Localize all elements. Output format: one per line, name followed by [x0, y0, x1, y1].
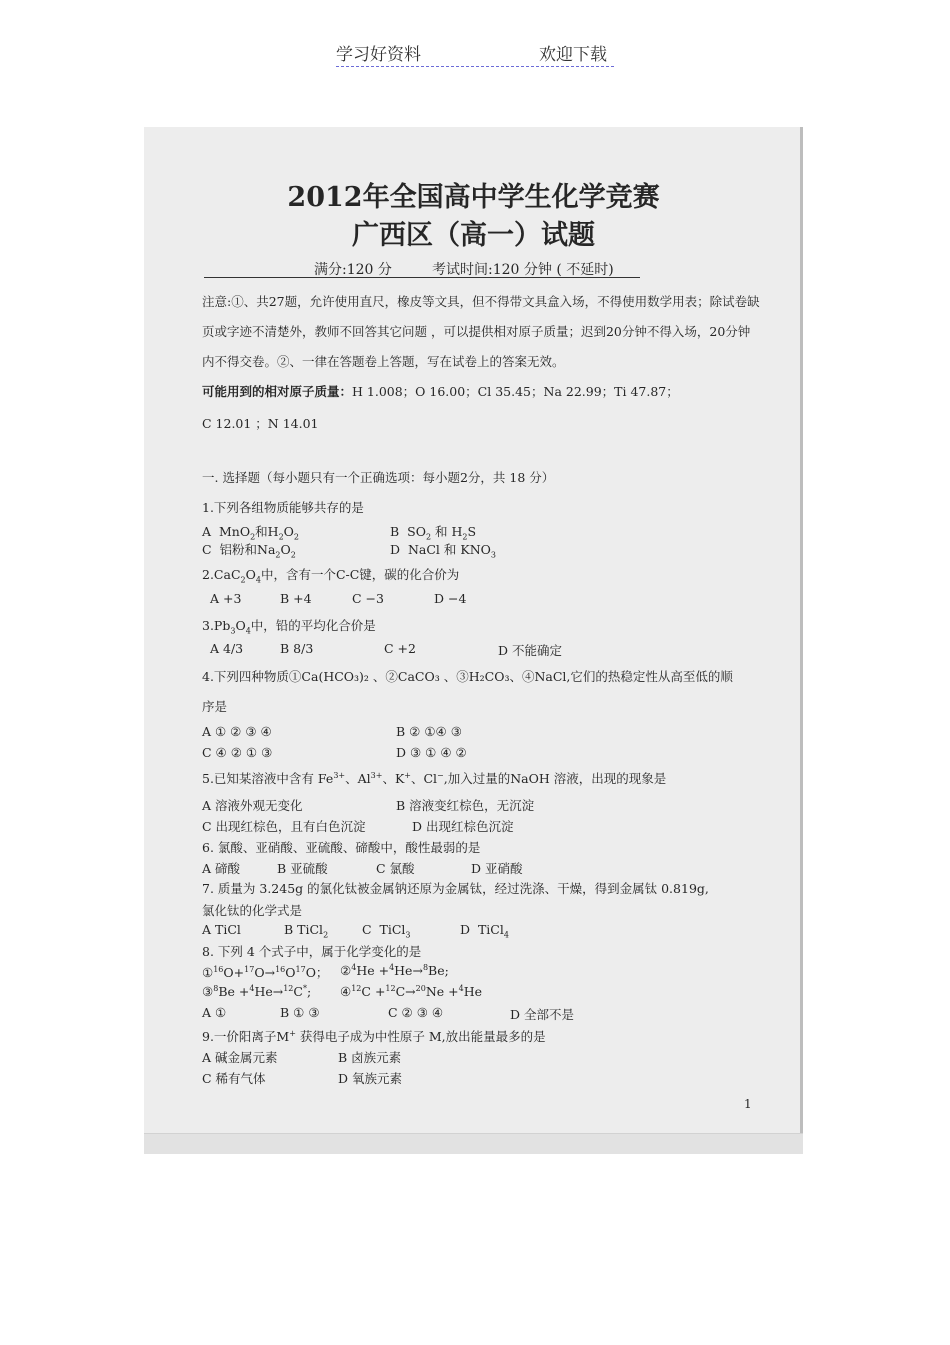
- header-right-text: 欢迎下载: [539, 45, 607, 65]
- atomic-mass-values-1: H 1.008；O 16.00；Cl 35.45；Na 22.99；Ti 47.87；: [352, 384, 679, 399]
- q4-option-d: D ③ ① ④ ②: [396, 745, 467, 760]
- question-7-line1: 7. 质量为 3.245g 的氯化钛被金属钠还原为金属钛，经过洗涤、干燥，得到金属钛 0.819g,: [202, 881, 709, 896]
- q1-option-d: D NaCl 和 $KNO_3$: [390, 542, 496, 560]
- question-5: 5.已知某溶液中含有 $Fe^{3+}$、$Al^{3+}$、K+、Cl−,加入过量的NaOH 溶液，出现的现象是: [202, 770, 667, 786]
- q5-option-c: C 出现红棕色，且有白色沉淀: [202, 819, 366, 834]
- q1-option-c: C 铝粉和$Na_2O_2$: [202, 542, 296, 560]
- q6-option-b: B 亚硫酸: [277, 861, 328, 876]
- question-6: 6. 氯酸、亚硝酸、亚硫酸、碲酸中，酸性最弱的是: [202, 840, 481, 855]
- question-8: 8. 下列 4 个式子中，属于化学变化的是: [202, 944, 422, 959]
- q6-option-a: A 碲酸: [202, 861, 241, 876]
- q9-option-b: B 卤族元素: [338, 1050, 402, 1065]
- question-5-head: 5.已知某溶液中含有: [202, 771, 314, 786]
- q2-option-d: D −4: [434, 591, 467, 606]
- atomic-mass-line1: [202, 382, 679, 400]
- q8-equation-4: ④$^{12}$C +$^{12}$C→$^{20}$Ne +$^4$He: [340, 984, 483, 1000]
- exam-title-line2: 广西区（高一）试题: [352, 220, 595, 251]
- q3-option-b: B 8/3: [280, 641, 314, 656]
- q8-option-b: B ① ③: [280, 1005, 320, 1020]
- question-5-tail: 加入过量的NaOH 溶液，出现的现象是: [447, 771, 667, 786]
- exam-notice: 注意:①、共27题，允许使用直尺，橡皮等文具，但不得带文具盒入场，不得使用数学用表；除试卷缺页或字迹不清楚外，教师不回答其它问题 ，可以提供相对原子质量；迟到20分钟不得入场，20分钟内不得交卷。②、一律在答题卷上答题，写在试卷上的答案无效。: [202, 294, 760, 369]
- q1-option-b: B $SO_2$ 和 $H_2S$: [390, 524, 477, 542]
- q7-option-b: B TiCl$_2$: [284, 922, 329, 940]
- header-left-text: 学习好资料: [336, 45, 421, 65]
- q3-option-c: C +2: [384, 641, 416, 656]
- q5-option-a: A 溶液外观无变化: [202, 798, 303, 813]
- q8-equation-2: ②$^4$He +$^4$He→$^8$Be;: [340, 963, 449, 979]
- q1-option-a: A MnO$_2$和$H_2O_2$: [202, 524, 300, 542]
- scan-right-edge: [800, 127, 803, 1154]
- exam-title-line1: 2012年全国高中学生化学竞赛: [287, 182, 660, 213]
- question-9-tail: 获得电子成为中性原子 M,放出能量最多的是: [295, 1029, 546, 1044]
- q5-option-b: B 溶液变红棕色，无沉淀: [396, 798, 535, 813]
- question-3: $3.Pb_3O_4$中，铅的平均化合价是: [202, 618, 376, 636]
- q5-option-d: D 出现红棕色沉淀: [412, 819, 514, 834]
- q6-option-c: C 氯酸: [376, 861, 415, 876]
- page-header: [336, 40, 614, 67]
- scan-bottom-edge: [144, 1133, 803, 1154]
- q4-option-c: C ④ ② ① ③: [202, 745, 273, 760]
- page-number: 1: [744, 1097, 752, 1111]
- question-1: 1.下列各组物质能够共存的是: [202, 500, 364, 515]
- question-2: $2.CaC_2O_4$中，含有一个C-C键，碳的化合价为: [202, 567, 460, 585]
- atomic-mass-label: 可能用到的相对原子质量：: [202, 384, 353, 399]
- question-2-text: 中，含有一个C-C键，碳的化合价为: [260, 567, 460, 582]
- q7-option-a: A TiCl: [202, 922, 241, 937]
- q3-option-d: D 不能确定: [498, 643, 562, 658]
- exam-time: 考试时间:120 分钟 ( 不延时): [432, 262, 614, 278]
- q2-option-a: A +3: [210, 591, 242, 606]
- q7-option-c: C TiCl$_3$: [362, 922, 411, 940]
- question-4-line1: 4.下列四种物质①Ca(HCO₃)₂ 、②CaCO₃ 、③H₂CO₃、④NaCl,它们的热稳定性从高至低的顺: [202, 669, 733, 684]
- q8-option-c: C ② ③ ④: [388, 1005, 444, 1020]
- q9-option-c: C 稀有气体: [202, 1071, 266, 1086]
- question-4-line2: 序是: [202, 699, 228, 714]
- q3-option-a: A 4/3: [210, 641, 244, 656]
- question-7-line2: 氯化钛的化学式是: [202, 903, 303, 918]
- q8-option-a: A ①: [202, 1005, 227, 1020]
- q2-option-c: C −3: [352, 591, 384, 606]
- score-time-line: [204, 259, 640, 278]
- q7-option-d: D TiCl$_4$: [460, 922, 509, 940]
- q8-equation-1: $①^{16}O+^{17}O\to^{16}O^{17}O$；: [202, 964, 329, 980]
- q8-equation-3: ③$^8$Be +$^4$He→$^{12}$C*;: [202, 984, 312, 1000]
- question-3-text: 中，铅的平均化合价是: [250, 618, 376, 633]
- q9-option-a: A 碱金属元素: [202, 1050, 278, 1065]
- question-9: 9.一价阳离子M+ 获得电子成为中性原子 M,放出能量最多的是: [202, 1028, 546, 1044]
- q4-option-a: A ① ② ③ ④: [202, 724, 272, 739]
- q8-option-d: D 全部不是: [510, 1007, 574, 1022]
- q2-option-b: B +4: [280, 591, 312, 606]
- atomic-mass-line2: C 12.01 ；N 14.01: [202, 416, 319, 431]
- question-9-head: 9.一价阳离子M: [202, 1029, 290, 1044]
- q4-option-b: B ② ①④ ③: [396, 724, 462, 739]
- section-title: 一. 选择题（每小题只有一个正确选项：每小题2分，共 18 分）: [202, 470, 555, 485]
- q9-option-d: D 氧族元素: [338, 1071, 402, 1086]
- scanned-exam-page: [144, 127, 803, 1154]
- full-score: 满分:120 分: [314, 262, 392, 278]
- q6-option-d: D 亚硝酸: [471, 861, 523, 876]
